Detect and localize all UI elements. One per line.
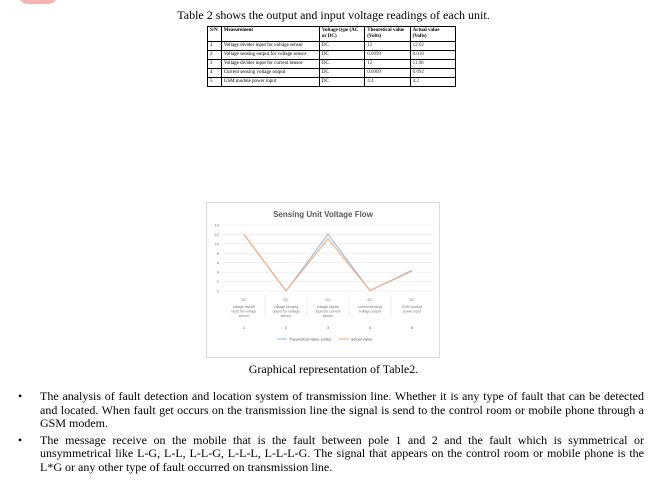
y-tick-label: 10 [214, 241, 219, 247]
x-category-index: 5 [410, 325, 414, 330]
cell-measurement: Voltage divider input for voltage sensor [221, 42, 319, 51]
x-category-type: DC [241, 298, 247, 302]
x-category-label: current sensing [358, 305, 382, 309]
table-row [208, 51, 456, 60]
header-voltage-type: Voltage type (AC or DC) [319, 27, 364, 42]
x-category-label: input for voltage [231, 309, 257, 314]
voltage-readings-table [207, 26, 456, 87]
cell-theoretical: 12 [365, 42, 410, 51]
table-header-row [208, 27, 456, 42]
legend-entry: actual value [351, 336, 373, 342]
header-theoretical: Theoretical value (Volts) [365, 27, 410, 42]
cell-theoretical: 0.0909 [365, 69, 410, 78]
x-category-label: sensor [238, 314, 250, 318]
cell-actual: 4.2 [410, 78, 455, 87]
cell-actual: 0.092 [410, 69, 455, 78]
sensing-voltage-chart [207, 203, 439, 357]
x-category-label: GSM module [401, 305, 423, 309]
bullet-icon: • [18, 389, 23, 403]
y-tick-label: 8 [216, 250, 219, 256]
x-category-type: DC [325, 298, 331, 302]
bullet-text: The message receive on the mobile that is the fault between pole 1 and 2 and the fault which is symmetrical or unsymmetrical like L-G, L-L, L-L-G, L-L-L, L-L-L-G. The signal that appears on the control room or mobile phone is the L*G or any other type of fault occurred on transmission line. [40, 432, 644, 474]
x-category-label: voltage sensing [273, 305, 299, 309]
x-category-type: DC [367, 298, 373, 302]
chart-frame [206, 202, 440, 358]
cell-type: DC [319, 42, 364, 51]
bullet-text: The analysis of fault detection and location system of transmission line. Whether it is any type of fault that can be detected and located. When fault get occurs on the transmission line the signal is send to the control room or mobile phone through a GSM modem. [40, 389, 644, 430]
y-tick-label: 14 [214, 222, 219, 228]
y-tick-label: 0 [216, 288, 219, 294]
decorative-shape [18, 0, 58, 4]
cell-actual: 12.02 [410, 42, 455, 51]
cell-theoretical: 4.4 [365, 78, 410, 87]
cell-type: DC [319, 51, 364, 60]
x-category-label: voltage divider [316, 305, 340, 309]
cell-type: DC [319, 60, 364, 69]
cell-measurement: Current sensing voltage output [221, 69, 319, 78]
cell-actual: 0.010 [410, 51, 455, 60]
x-category-label: power input [402, 309, 422, 314]
y-tick-label: 6 [216, 260, 219, 266]
list-item [18, 390, 644, 431]
chart-caption: Graphical representation of Table2. [248, 362, 419, 376]
cell-actual: 11.08 [410, 60, 455, 69]
table-row [208, 60, 456, 69]
chart-title: Sensing Unit Voltage Flow [273, 210, 373, 219]
x-category-index: 2 [284, 325, 288, 330]
y-tick-label: 2 [216, 279, 219, 285]
cell-measurement: GSM module power input [221, 78, 319, 87]
legend-entry: Theoretical value (volts) [289, 336, 332, 342]
table-caption: Table 2 shows the output and input voltage readings of each unit. [177, 8, 490, 22]
x-category-type: DC [409, 298, 415, 302]
bullet-icon: • [18, 432, 23, 447]
cell-type: DC [319, 78, 364, 87]
table-row [208, 69, 456, 78]
bullet-list [18, 390, 644, 477]
cell-sn: 3 [208, 60, 222, 69]
x-category-label: voltage divider [232, 305, 256, 309]
x-category-label: input for current [315, 309, 341, 314]
cell-sn: 4 [208, 69, 222, 78]
header-actual: Actual value (Volts) [410, 27, 455, 42]
cell-theoretical: 0.0099 [365, 51, 410, 60]
y-tick-label: 4 [216, 269, 219, 275]
x-category-index: 4 [368, 325, 372, 330]
y-tick-label: 12 [214, 231, 219, 237]
cell-measurement: Voltage divider input for current sensor [221, 60, 319, 69]
x-category-label: sensor [322, 314, 334, 318]
table-row [208, 78, 456, 87]
x-category-label: output for voltage [272, 309, 300, 314]
x-category-index: 1 [242, 325, 246, 330]
table-row [208, 42, 456, 51]
list-item [18, 434, 644, 475]
x-category-index: 3 [326, 325, 330, 330]
x-category-label: sensor [280, 314, 292, 318]
header-sn: S/N [208, 27, 222, 42]
cell-sn: 2 [208, 51, 222, 60]
cell-sn: 5 [208, 78, 222, 87]
cell-measurement: Voltage sensing output for voltage sensor [221, 51, 319, 60]
cell-theoretical: 12 [365, 60, 410, 69]
x-category-type: DC [283, 298, 289, 302]
x-category-label: voltage output [359, 309, 381, 314]
header-measurement: Measurement [221, 27, 319, 42]
cell-type: DC [319, 69, 364, 78]
cell-sn: 1 [208, 42, 222, 51]
